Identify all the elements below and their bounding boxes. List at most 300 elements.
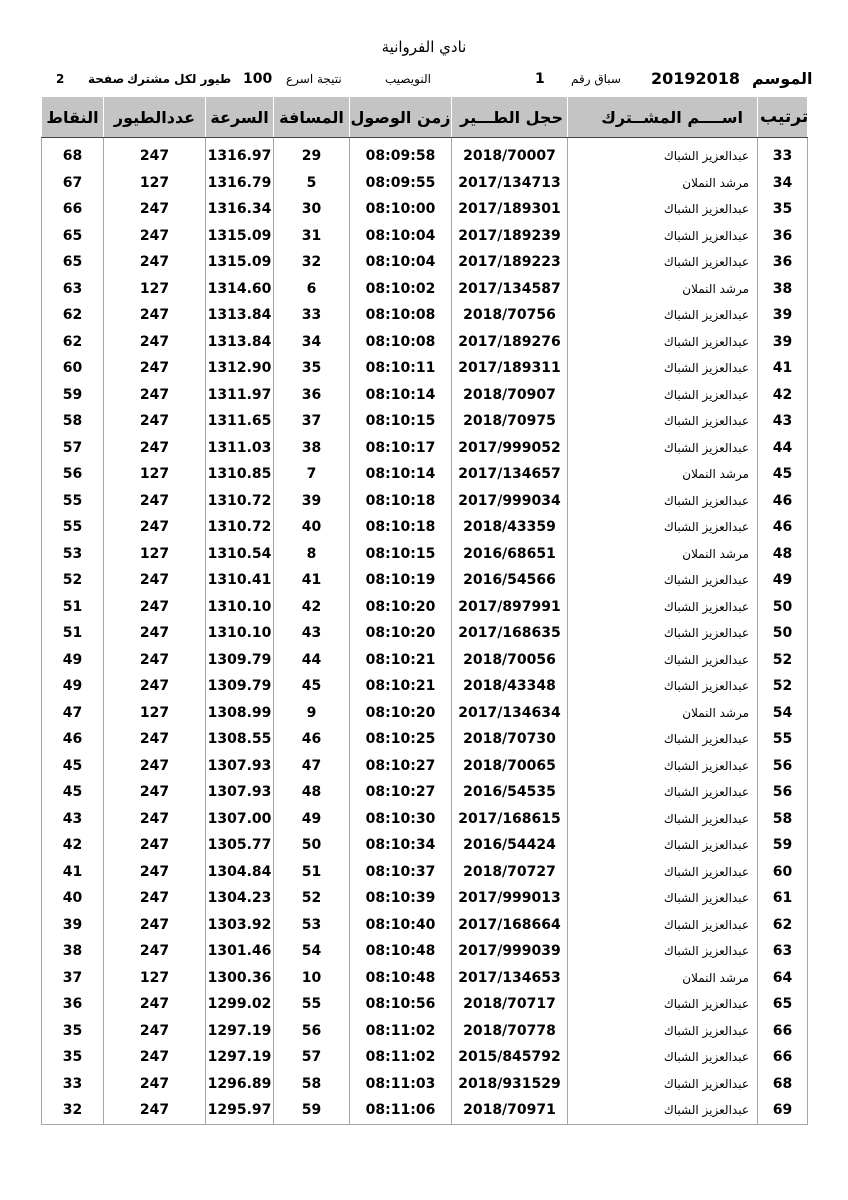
participant-cell: عبدالعزيز الشباك	[568, 1071, 758, 1098]
speed-cell: 1309.79	[206, 647, 274, 674]
speed-cell: 1314.60	[206, 276, 274, 303]
participant-cell: عبدالعزيز الشباك	[568, 196, 758, 223]
season-label: الموسم	[752, 69, 813, 88]
distance-cell: 55	[274, 991, 350, 1018]
table-row	[42, 753, 808, 780]
distance-cell: 34	[274, 329, 350, 356]
ring-cell: 2018/931529	[452, 1071, 568, 1098]
ring-cell: 2017/168635	[452, 620, 568, 647]
distance-cell: 45	[274, 673, 350, 700]
rank-cell: 50	[758, 620, 808, 647]
bird-count-cell: 247	[104, 329, 206, 356]
table-row	[42, 196, 808, 223]
points-cell: 56	[42, 461, 104, 488]
participant-cell: عبدالعزيز الشباك	[568, 1018, 758, 1045]
distance-cell: 51	[274, 859, 350, 886]
participant-cell: مرشد النملان	[568, 965, 758, 992]
ring-cell: 2017/134713	[452, 170, 568, 197]
speed-cell: 1310.72	[206, 514, 274, 541]
participant-cell: عبدالعزيز الشباك	[568, 355, 758, 382]
table-row	[42, 912, 808, 939]
participant-cell: مرشد النملان	[568, 461, 758, 488]
distance-cell: 40	[274, 514, 350, 541]
points-cell: 62	[42, 302, 104, 329]
participant-cell: عبدالعزيز الشباك	[568, 382, 758, 409]
points-cell: 46	[42, 726, 104, 753]
rank-cell: 42	[758, 382, 808, 409]
table-row	[42, 461, 808, 488]
rank-cell: 66	[758, 1044, 808, 1071]
distance-cell: 56	[274, 1018, 350, 1045]
bird-count-cell: 247	[104, 885, 206, 912]
arrival-time-cell: 08:10:20	[350, 700, 452, 727]
speed-cell: 1296.89	[206, 1071, 274, 1098]
points-cell: 49	[42, 673, 104, 700]
bird-count-cell: 247	[104, 488, 206, 515]
distance-cell: 43	[274, 620, 350, 647]
distance-cell: 48	[274, 779, 350, 806]
col-bird-count: عددالطيور	[104, 97, 206, 138]
arrival-time-cell: 08:10:30	[350, 806, 452, 833]
participant-cell: عبدالعزيز الشباك	[568, 991, 758, 1018]
bird-count-cell: 247	[104, 435, 206, 462]
table-row	[42, 435, 808, 462]
speed-cell: 1307.00	[206, 806, 274, 833]
speed-cell: 1316.34	[206, 196, 274, 223]
distance-cell: 31	[274, 223, 350, 250]
distance-cell: 53	[274, 912, 350, 939]
ring-cell: 2018/43348	[452, 673, 568, 700]
distance-cell: 41	[274, 567, 350, 594]
ring-cell: 2016/54566	[452, 567, 568, 594]
rank-cell: 58	[758, 806, 808, 833]
points-cell: 37	[42, 965, 104, 992]
points-cell: 57	[42, 435, 104, 462]
table-row	[42, 249, 808, 276]
rank-cell: 60	[758, 859, 808, 886]
arrival-time-cell: 08:10:18	[350, 514, 452, 541]
participant-cell: عبدالعزيز الشباك	[568, 779, 758, 806]
ring-cell: 2018/70717	[452, 991, 568, 1018]
bird-count-cell: 127	[104, 965, 206, 992]
arrival-time-cell: 08:10:15	[350, 541, 452, 568]
ring-cell: 2018/70056	[452, 647, 568, 674]
points-cell: 59	[42, 382, 104, 409]
ring-cell: 2017/999039	[452, 938, 568, 965]
rank-cell: 55	[758, 726, 808, 753]
participant-cell: عبدالعزيز الشباك	[568, 567, 758, 594]
ring-cell: 2018/70065	[452, 753, 568, 780]
arrival-time-cell: 08:10:02	[350, 276, 452, 303]
col-points: النقاط	[42, 97, 104, 138]
ring-cell: 2018/43359	[452, 514, 568, 541]
ring-cell: 2016/68651	[452, 541, 568, 568]
bird-count-cell: 247	[104, 938, 206, 965]
rank-cell: 34	[758, 170, 808, 197]
distance-cell: 42	[274, 594, 350, 621]
arrival-time-cell: 08:10:04	[350, 249, 452, 276]
season-value: 20192018	[651, 69, 741, 88]
arrival-time-cell: 08:11:03	[350, 1071, 452, 1098]
table-row	[42, 700, 808, 727]
arrival-time-cell: 08:10:00	[350, 196, 452, 223]
speed-cell: 1310.72	[206, 488, 274, 515]
participant-cell: عبدالعزيز الشباك	[568, 408, 758, 435]
participant-cell: عبدالعزيز الشباك	[568, 1097, 758, 1124]
arrival-time-cell: 08:11:02	[350, 1044, 452, 1071]
ring-cell: 2017/134657	[452, 461, 568, 488]
speed-cell: 1310.10	[206, 620, 274, 647]
speed-cell: 1304.23	[206, 885, 274, 912]
table-row	[42, 382, 808, 409]
participant-cell: عبدالعزيز الشباك	[568, 726, 758, 753]
ring-cell: 2018/70971	[452, 1097, 568, 1124]
distance-cell: 49	[274, 806, 350, 833]
ring-cell: 2016/54424	[452, 832, 568, 859]
bird-count-cell: 247	[104, 620, 206, 647]
speed-cell: 1310.54	[206, 541, 274, 568]
bird-count-cell: 247	[104, 912, 206, 939]
bird-count-cell: 247	[104, 726, 206, 753]
table-row	[42, 170, 808, 197]
bird-count-cell: 247	[104, 302, 206, 329]
table-row	[42, 965, 808, 992]
results-table	[41, 97, 808, 1125]
points-cell: 51	[42, 594, 104, 621]
speed-cell: 1309.79	[206, 673, 274, 700]
distance-cell: 37	[274, 408, 350, 435]
rank-cell: 38	[758, 276, 808, 303]
participant-cell: عبدالعزيز الشباك	[568, 620, 758, 647]
speed-cell: 1301.46	[206, 938, 274, 965]
points-cell: 35	[42, 1018, 104, 1045]
table-row	[42, 938, 808, 965]
points-cell: 53	[42, 541, 104, 568]
speed-cell: 1310.41	[206, 567, 274, 594]
ring-cell: 2018/70007	[452, 143, 568, 170]
table-row	[42, 832, 808, 859]
distance-cell: 35	[274, 355, 350, 382]
bird-count-cell: 247	[104, 223, 206, 250]
table-row	[42, 329, 808, 356]
points-cell: 47	[42, 700, 104, 727]
arrival-time-cell: 08:10:56	[350, 991, 452, 1018]
col-participant: اســــم المشــترك	[568, 97, 758, 138]
points-cell: 67	[42, 170, 104, 197]
rank-cell: 44	[758, 435, 808, 462]
arrival-time-cell: 08:10:08	[350, 302, 452, 329]
ring-cell: 2017/189311	[452, 355, 568, 382]
table-row	[42, 1044, 808, 1071]
ring-cell: 2017/189223	[452, 249, 568, 276]
table-row	[42, 408, 808, 435]
arrival-time-cell: 08:10:15	[350, 408, 452, 435]
table-row	[42, 488, 808, 515]
speed-cell: 1311.03	[206, 435, 274, 462]
rank-cell: 54	[758, 700, 808, 727]
distance-cell: 46	[274, 726, 350, 753]
participant-cell: عبدالعزيز الشباك	[568, 832, 758, 859]
table-row	[42, 885, 808, 912]
arrival-time-cell: 08:10:14	[350, 461, 452, 488]
participant-cell: مرشد النملان	[568, 700, 758, 727]
bird-count-cell: 127	[104, 700, 206, 727]
result-label: نتيجة اسرع	[286, 72, 342, 86]
points-cell: 45	[42, 753, 104, 780]
arrival-time-cell: 08:10:11	[350, 355, 452, 382]
points-cell: 62	[42, 329, 104, 356]
points-cell: 33	[42, 1071, 104, 1098]
table-row	[42, 1018, 808, 1045]
ring-cell: 2018/70756	[452, 302, 568, 329]
arrival-time-cell: 08:10:20	[350, 594, 452, 621]
participant-cell: عبدالعزيز الشباك	[568, 859, 758, 886]
points-cell: 35	[42, 1044, 104, 1071]
speed-cell: 1316.97	[206, 143, 274, 170]
ring-cell: 2017/999052	[452, 435, 568, 462]
ring-cell: 2016/54535	[452, 779, 568, 806]
col-ring: حجل الطـــير	[452, 97, 568, 138]
rank-cell: 36	[758, 249, 808, 276]
points-cell: 63	[42, 276, 104, 303]
participant-cell: عبدالعزيز الشباك	[568, 435, 758, 462]
table-row	[42, 302, 808, 329]
rank-cell: 59	[758, 832, 808, 859]
ring-cell: 2017/134653	[452, 965, 568, 992]
rank-cell: 68	[758, 1071, 808, 1098]
bird-count-cell: 247	[104, 594, 206, 621]
rank-cell: 65	[758, 991, 808, 1018]
rank-cell: 33	[758, 143, 808, 170]
table-row	[42, 276, 808, 303]
bird-count-cell: 247	[104, 408, 206, 435]
points-cell: 66	[42, 196, 104, 223]
distance-cell: 39	[274, 488, 350, 515]
rank-cell: 50	[758, 594, 808, 621]
arrival-time-cell: 08:10:17	[350, 435, 452, 462]
distance-cell: 5	[274, 170, 350, 197]
arrival-time-cell: 08:10:27	[350, 779, 452, 806]
table-row	[42, 726, 808, 753]
speed-cell: 1300.36	[206, 965, 274, 992]
table-row	[42, 1071, 808, 1098]
ring-cell: 2017/189276	[452, 329, 568, 356]
speed-cell: 1299.02	[206, 991, 274, 1018]
bird-count-cell: 247	[104, 355, 206, 382]
table-row	[42, 806, 808, 833]
speed-cell: 1307.93	[206, 779, 274, 806]
participant-cell: عبدالعزيز الشباك	[568, 938, 758, 965]
race-info-line	[0, 68, 848, 90]
distance-cell: 52	[274, 885, 350, 912]
speed-cell: 1313.84	[206, 329, 274, 356]
speed-cell: 1308.99	[206, 700, 274, 727]
arrival-time-cell: 08:10:25	[350, 726, 452, 753]
bird-count-cell: 247	[104, 779, 206, 806]
participant-cell: عبدالعزيز الشباك	[568, 673, 758, 700]
col-rank: ترتيب	[758, 97, 808, 138]
rank-cell: 39	[758, 329, 808, 356]
ring-cell: 2018/70975	[452, 408, 568, 435]
speed-cell: 1310.85	[206, 461, 274, 488]
arrival-time-cell: 08:10:21	[350, 647, 452, 674]
participant-cell: مرشد النملان	[568, 276, 758, 303]
points-cell: 41	[42, 859, 104, 886]
speed-cell: 1311.65	[206, 408, 274, 435]
bird-count-cell: 247	[104, 1071, 206, 1098]
speed-cell: 1297.19	[206, 1018, 274, 1045]
participant-cell: عبدالعزيز الشباك	[568, 488, 758, 515]
speed-cell: 1312.90	[206, 355, 274, 382]
rank-cell: 48	[758, 541, 808, 568]
ring-cell: 2017/134634	[452, 700, 568, 727]
participant-cell: عبدالعزيز الشباك	[568, 753, 758, 780]
table-row	[42, 223, 808, 250]
page-number: 2	[56, 72, 65, 86]
bird-count-cell: 247	[104, 514, 206, 541]
bird-count-cell: 247	[104, 806, 206, 833]
ring-cell: 2017/897991	[452, 594, 568, 621]
distance-cell: 9	[274, 700, 350, 727]
rank-cell: 43	[758, 408, 808, 435]
participant-cell: عبدالعزيز الشباك	[568, 302, 758, 329]
distance-cell: 29	[274, 143, 350, 170]
distance-cell: 30	[274, 196, 350, 223]
table-row	[42, 541, 808, 568]
arrival-time-cell: 08:09:55	[350, 170, 452, 197]
points-cell: 60	[42, 355, 104, 382]
arrival-time-cell: 08:10:08	[350, 329, 452, 356]
table-row	[42, 673, 808, 700]
ring-cell: 2015/845792	[452, 1044, 568, 1071]
rank-cell: 64	[758, 965, 808, 992]
col-distance: المسافة	[274, 97, 350, 138]
club-title: نادي الفروانية	[381, 38, 467, 56]
points-cell: 39	[42, 912, 104, 939]
table-row	[42, 567, 808, 594]
speed-cell: 1305.77	[206, 832, 274, 859]
participant-cell: عبدالعزيز الشباك	[568, 514, 758, 541]
rank-cell: 56	[758, 753, 808, 780]
points-cell: 40	[42, 885, 104, 912]
ring-cell: 2018/70778	[452, 1018, 568, 1045]
speed-cell: 1311.97	[206, 382, 274, 409]
race-number: 1	[535, 71, 545, 87]
speed-cell: 1316.79	[206, 170, 274, 197]
bird-count-cell: 247	[104, 673, 206, 700]
speed-cell: 1313.84	[206, 302, 274, 329]
participant-cell: عبدالعزيز الشباك	[568, 143, 758, 170]
rank-cell: 49	[758, 567, 808, 594]
bird-count-cell: 247	[104, 1044, 206, 1071]
arrival-time-cell: 08:10:39	[350, 885, 452, 912]
points-cell: 43	[42, 806, 104, 833]
distance-cell: 36	[274, 382, 350, 409]
arrival-time-cell: 08:10:20	[350, 620, 452, 647]
speed-cell: 1315.09	[206, 249, 274, 276]
distance-cell: 47	[274, 753, 350, 780]
table-row	[42, 594, 808, 621]
rank-cell: 45	[758, 461, 808, 488]
arrival-time-cell: 08:10:14	[350, 382, 452, 409]
distance-cell: 8	[274, 541, 350, 568]
bird-count-cell: 247	[104, 832, 206, 859]
table-row	[42, 859, 808, 886]
points-cell: 38	[42, 938, 104, 965]
speed-cell: 1303.92	[206, 912, 274, 939]
participant-cell: عبدالعزيز الشباك	[568, 329, 758, 356]
table-row	[42, 620, 808, 647]
distance-cell: 7	[274, 461, 350, 488]
points-cell: 45	[42, 779, 104, 806]
points-cell: 36	[42, 991, 104, 1018]
participant-cell: عبدالعزيز الشباك	[568, 806, 758, 833]
arrival-time-cell: 08:10:34	[350, 832, 452, 859]
distance-cell: 33	[274, 302, 350, 329]
points-cell: 32	[42, 1097, 104, 1124]
ring-cell: 2018/70727	[452, 859, 568, 886]
rank-cell: 62	[758, 912, 808, 939]
points-cell: 52	[42, 567, 104, 594]
distance-cell: 50	[274, 832, 350, 859]
arrival-time-cell: 08:10:04	[350, 223, 452, 250]
rank-cell: 52	[758, 673, 808, 700]
participant-cell: مرشد النملان	[568, 170, 758, 197]
distance-cell: 38	[274, 435, 350, 462]
page-label: صفحة	[88, 72, 125, 86]
ring-cell: 2017/134587	[452, 276, 568, 303]
bird-count-cell: 127	[104, 276, 206, 303]
rank-cell: 41	[758, 355, 808, 382]
points-cell: 55	[42, 514, 104, 541]
ring-cell: 2018/70907	[452, 382, 568, 409]
bird-count-cell: 247	[104, 647, 206, 674]
distance-cell: 59	[274, 1097, 350, 1124]
col-speed: السرعة	[206, 97, 274, 138]
points-cell: 42	[42, 832, 104, 859]
arrival-time-cell: 08:10:40	[350, 912, 452, 939]
ring-cell: 2017/999034	[452, 488, 568, 515]
birds-per-member-label: طيور لكل مشترك	[127, 72, 232, 86]
rank-cell: 52	[758, 647, 808, 674]
distance-cell: 44	[274, 647, 350, 674]
distance-cell: 57	[274, 1044, 350, 1071]
points-cell: 49	[42, 647, 104, 674]
ring-cell: 2017/168615	[452, 806, 568, 833]
points-cell: 55	[42, 488, 104, 515]
table-row	[42, 779, 808, 806]
participant-cell: عبدالعزيز الشباك	[568, 249, 758, 276]
ring-cell: 2017/189301	[452, 196, 568, 223]
speed-cell: 1308.55	[206, 726, 274, 753]
ring-cell: 2017/999013	[452, 885, 568, 912]
rank-cell: 69	[758, 1097, 808, 1124]
distance-cell: 32	[274, 249, 350, 276]
bird-count-cell: 247	[104, 859, 206, 886]
distance-cell: 6	[274, 276, 350, 303]
speed-cell: 1304.84	[206, 859, 274, 886]
speed-cell: 1310.10	[206, 594, 274, 621]
fastest-count: 100	[243, 71, 273, 87]
points-cell: 68	[42, 143, 104, 170]
participant-cell: عبدالعزيز الشباك	[568, 647, 758, 674]
participant-cell: عبدالعزيز الشباك	[568, 594, 758, 621]
bird-count-cell: 247	[104, 249, 206, 276]
table-row	[42, 647, 808, 674]
rank-cell: 39	[758, 302, 808, 329]
rank-cell: 61	[758, 885, 808, 912]
points-cell: 51	[42, 620, 104, 647]
